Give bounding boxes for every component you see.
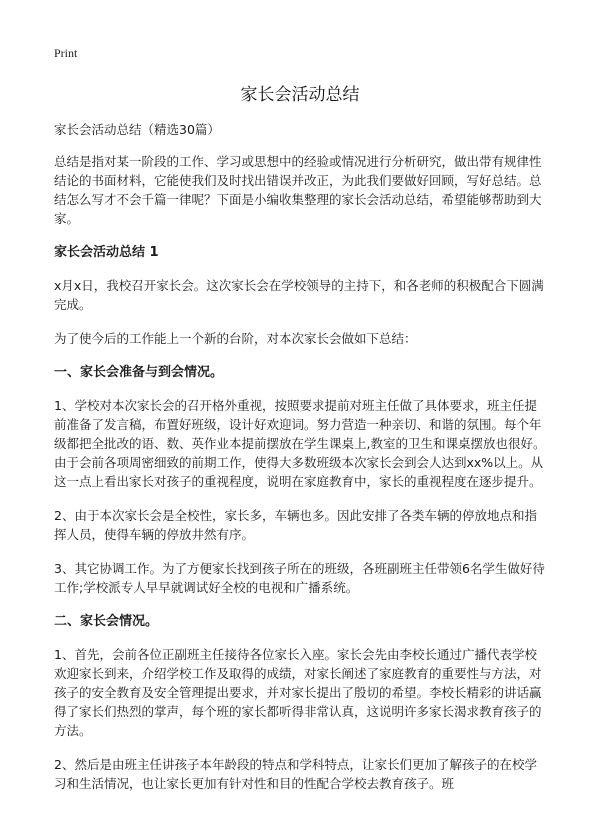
intro-paragraph: 总结是指对某一阶段的工作、学习或思想中的经验或情况进行分析研究，做出带有规律性结论的书面材料，它能使我们及时找出错误并改正，为此我们要做好回顾，写好总结。总结怎么写才不会千篇一律呢？下面是小编收集整理的家长会活动总结，希望能够帮助到大家。 — [54, 154, 542, 226]
page-title: 家长会活动总结 — [240, 85, 360, 105]
paragraph: 3、其它协调工作。为了方便家长找到孩子所在的班级，各班副班主任带领6名学生做好待工作;学校派专人早早就调试好全校的电视和广播系统。 — [54, 561, 545, 595]
print-link[interactable]: Print — [54, 46, 78, 60]
paragraph: 1、首先，会前各位正副班主任接待各位家长入座。家长会先由李校长通过广播代表学校欢迎家长到来，介绍学校工作及取得的成绩，对家长阐述了家庭教育的重要性与方法，对孩子的安全教育及安全管理提出要求，并对家长提出了殷切的希望。李校长精彩的讲话赢得了家长们热烈的掌声，每个班的家长都听得非常认真，这说明许多家长渴求教育孩子的方法。 — [54, 647, 542, 738]
paragraph: 为了使今后的工作能上一个新的台阶，对本次家长会做如下总结： — [54, 331, 417, 346]
article-body — [54, 120, 548, 808]
subsection-heading: 一、家长会准备与到会情况。 — [54, 365, 224, 380]
paragraph: 2、由于本次家长会是全校性，家长多，车辆也多。因此安排了各类车辆的停放地点和指挥人员，使得车辆的停放井然有序。 — [54, 508, 537, 542]
paragraph: 1、学校对本次家长会的召开格外重视，按照要求提前对班主任做了具体要求，班主任提前准备了发言稿，布置好班级，设计好欢迎词。努力营造一种亲切、和谐的氛围。每个年级都把全批改的语、数、英作业本提前摆放在学生课桌上,教室的卫生和课桌摆放也很好。由于会前各项周密细致的前期工作，使得大多数班级本次家长会到会人达到xx%以上。从这一点上看出家长对孩子的重视程度，说明在家庭教育中，家长的重视程度在逐步提升。 — [54, 398, 546, 489]
section-heading: 家长会活动总结 1 — [54, 245, 159, 260]
article-subtitle: 家长会活动总结（精选30篇） — [54, 122, 220, 137]
paragraph: x月x日，我校召开家长会。这次家长会在学校领导的主持下，和各老师的积极配合下圆满完成。 — [54, 278, 544, 312]
paragraph: 2、然后是由班主任讲孩子本年龄段的特点和学科特点，让家长们更加了解孩子的在校学习和生活情况，也让家长更加有针对性和目的性配合学校去教育孩子。班 — [54, 757, 537, 791]
subsection-heading: 二、家长会情况。 — [54, 614, 159, 629]
